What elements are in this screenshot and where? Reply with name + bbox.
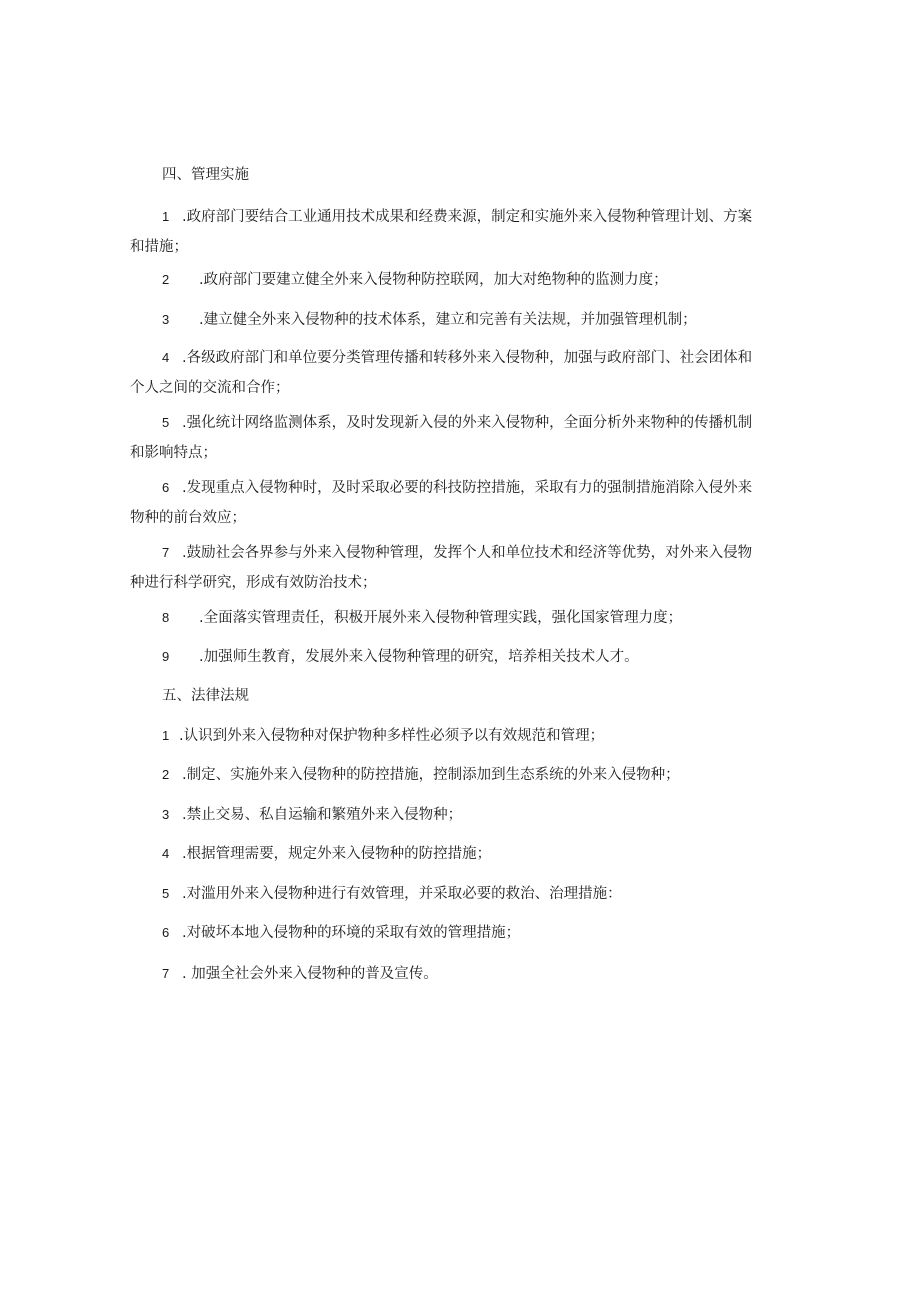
item-number: 3 [162,807,170,822]
list-item [162,844,802,864]
item-text: .建立健全外来入侵物种的技术体系，建立和完善有关法规，并加强管理机制； [199,312,697,328]
list-item [162,805,802,825]
item-text: .政府部门要结合工业通用技术成果和经费来源，制定和实施外来入侵物种管理计划、方案 [182,209,753,225]
section-heading-management: 四、管理实施 [162,167,249,183]
item-number: 1 [162,209,170,224]
item-text-continued: 和措施； [130,239,188,255]
list-item [162,964,802,984]
item-number: 2 [162,272,170,287]
item-text: .鼓励社会各界参与外来入侵物种管理，发挥个人和单位技术和经济等优势，对外来入侵物 [182,545,753,561]
item-number: 2 [162,767,170,782]
item-number: 1 [162,728,170,743]
item-text-continued: 种进行科学研究，形成有效防治技术； [130,575,377,591]
item-text: .根据管理需要，规定外来入侵物种的防控措施； [182,846,492,862]
list-item [162,608,802,628]
item-text: .加强师生教育，发展外来入侵物种管理的研究，培养相关技术人才。 [199,649,639,665]
list-item [130,478,802,528]
item-text-continued: 和影响特点； [130,445,217,461]
item-text: .各级政府部门和单位要分类管理传播和转移外来入侵物种，加强与政府部门、社会团体和 [182,350,753,366]
item-text: . 加强全社会外来入侵物种的普及宣传。 [182,966,438,982]
list-item [162,726,802,746]
item-number: 4 [162,350,170,365]
list-item [130,207,802,257]
list-item [130,348,802,398]
item-number: 6 [162,925,170,940]
item-number: 5 [162,886,170,901]
item-text: .全面落实管理责任，积极开展外来入侵物种管理实践，强化国家管理力度； [199,610,683,626]
item-text: .认识到外来入侵物种对保护物种多样性必须予以有效规范和管理； [179,728,605,744]
list-item [162,923,802,943]
item-text: .发现重点入侵物种时，及时采取必要的科技防控措施，采取有力的强制措施消除入侵外来 [182,480,753,496]
item-number: 7 [162,966,170,981]
list-item [162,310,802,330]
item-number: 7 [162,545,170,560]
item-text: .政府部门要建立健全外来入侵物种防控联网，加大对绝物种的监测力度； [199,272,668,288]
item-text: .对破坏本地入侵物种的环境的采取有效的管理措施； [182,925,521,941]
item-number: 3 [162,312,170,327]
list-item [130,543,802,593]
list-item [162,765,802,785]
item-text-continued: 物种的前台效应； [130,510,246,526]
item-number: 4 [162,846,170,861]
item-text: .强化统计网络监测体系，及时发现新入侵的外来入侵物种，全面分析外来物种的传播机制 [182,415,753,431]
item-number: 8 [162,610,170,625]
list-item [162,647,802,667]
item-text-continued: 个人之间的交流和合作； [130,380,290,396]
item-text: .禁止交易、私自运输和繁殖外来入侵物种； [182,807,463,823]
item-text: .制定、实施外来入侵物种的防控措施，控制添加到生态系统的外来入侵物种； [182,767,680,783]
item-number: 5 [162,415,170,430]
list-item [162,884,802,904]
item-number: 9 [162,649,170,664]
item-number: 6 [162,480,170,495]
list-item [162,270,802,290]
item-text: .对滥用外来入侵物种进行有效管理，并采取必要的救治、治理措施： [182,886,622,902]
section-heading-laws: 五、法律法规 [162,688,249,704]
list-item [130,413,802,463]
